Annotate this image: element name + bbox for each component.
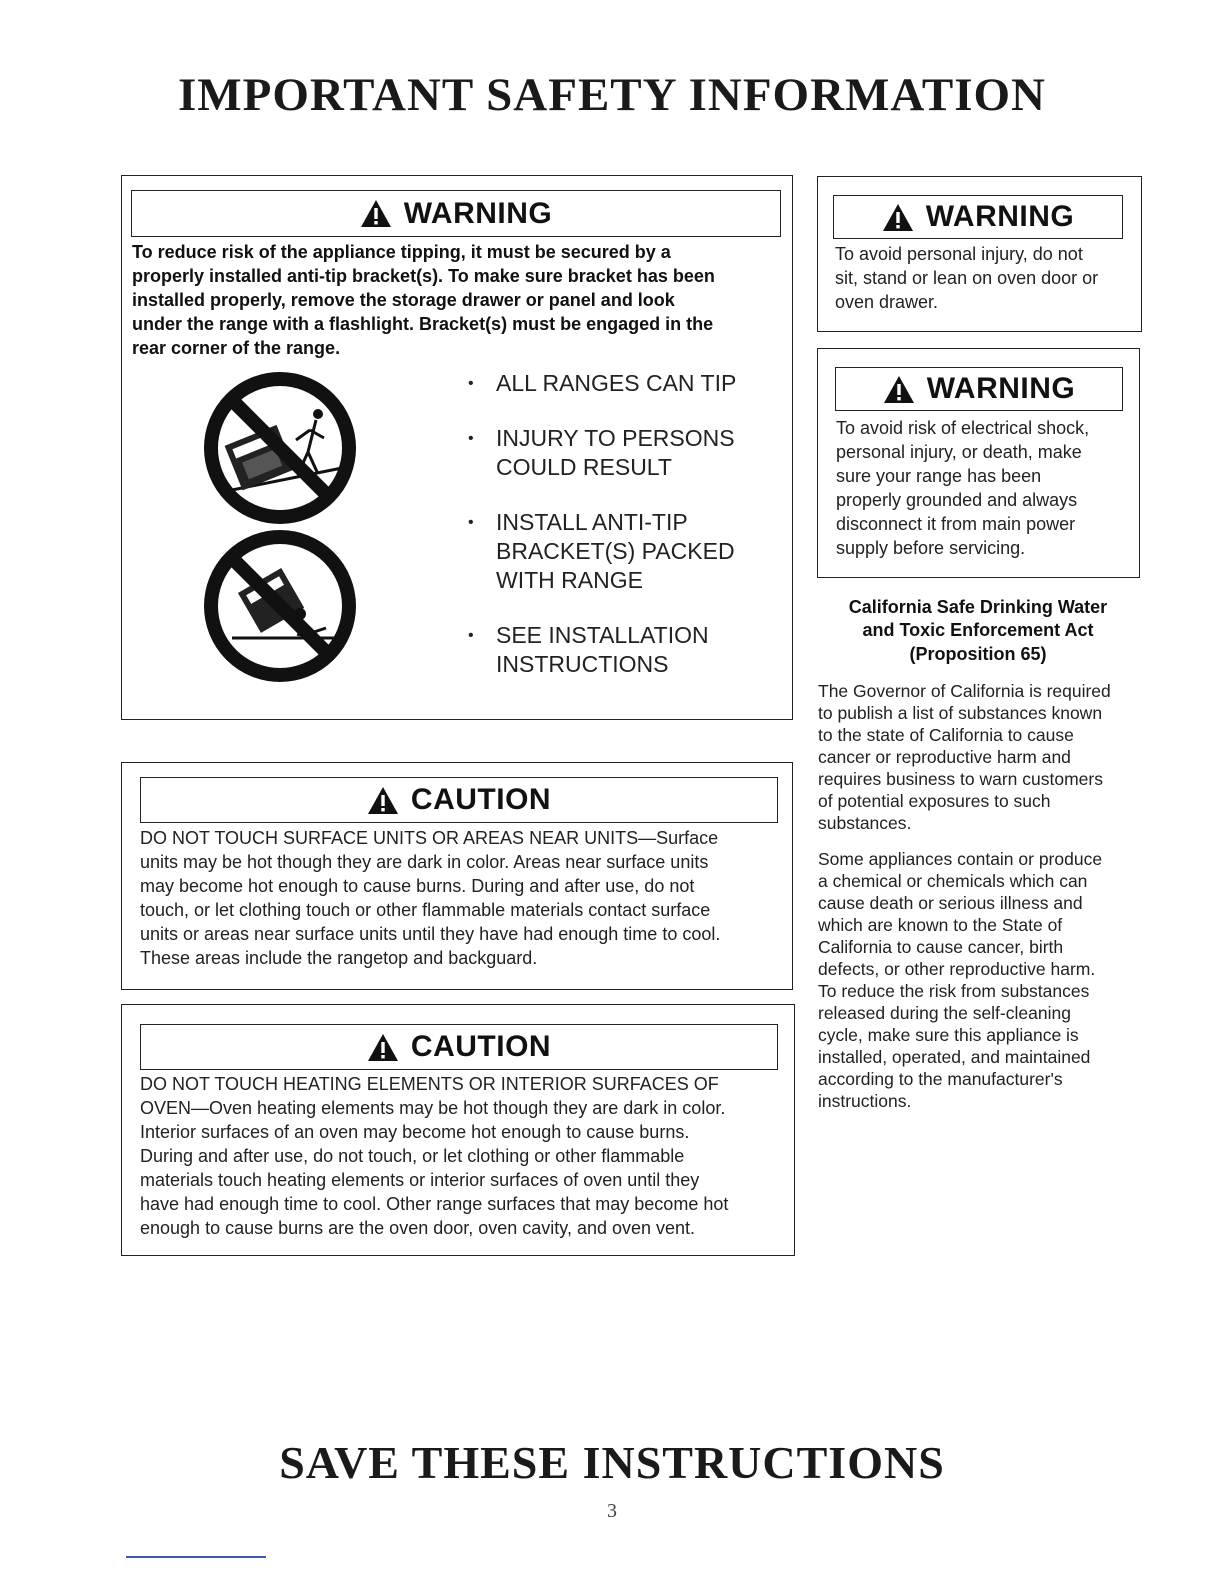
oven-caution-line-2: OVEN—Oven heating elements may be hot though they are dark in color. [140, 1098, 726, 1118]
tip-warning-line-4: under the range with a flashlight. Bracket(s) must be engaged in the [132, 314, 714, 334]
prop65-para1-line-2: to publish a list of substances known [818, 703, 1103, 723]
shock-warning-header [835, 367, 1123, 411]
prop65-para2-line-11: according to the manufacturer's [818, 1069, 1063, 1089]
tip-warning-line-1: To reduce risk of the appliance tipping, it must be secured by a [132, 242, 671, 262]
surface-caution-heading: CAUTION [410, 783, 552, 816]
shock-warning-line-3: sure your range has been [836, 466, 1042, 486]
door-warning-line-1: To avoid personal injury, do not [835, 244, 1083, 264]
surface-caution-header [140, 777, 778, 823]
tip-warning-header [131, 190, 781, 237]
prop65-para1-line-4: cancer or reproductive harm and [818, 747, 1071, 767]
surface-caution-line-2: units may be hot though they are dark in color. Areas near surface units [140, 852, 709, 872]
oven-caution-line-6: have had enough time to cool. Other range surfaces that may become hot [140, 1194, 729, 1214]
shock-warning-line-2: personal injury, or death, make [836, 442, 1082, 462]
surface-caution-line-6: These areas include the rangetop and backguard. [140, 948, 538, 968]
prop65-title-line-3: (Proposition 65) [909, 644, 1047, 664]
oven-caution-header [140, 1024, 778, 1070]
warning-triangle-icon [883, 375, 915, 404]
prop65-para2-line-8: released during the self-cleaning [818, 1003, 1071, 1023]
bottom-rule [126, 1556, 266, 1558]
tip-warning-line-5: rear corner of the range. [132, 338, 341, 358]
prop65-para1-line-3: to the state of California to cause [818, 725, 1074, 745]
oven-caution-heading: CAUTION [410, 1030, 552, 1063]
prop65-para2-line-10: installed, operated, and maintained [818, 1047, 1091, 1067]
oven-caution-line-4: During and after use, do not touch, or let clothing or other flammable [140, 1146, 685, 1166]
door-warning-heading: WARNING [925, 200, 1075, 233]
footer-title: SAVE THESE INSTRUCTIONS [279, 1437, 945, 1488]
prop65-title-line-1: California Safe Drinking Water [848, 597, 1108, 617]
prop65-para2-line-9: cycle, make sure this appliance is [818, 1025, 1079, 1045]
surface-caution-line-5: units or areas near surface units until they have had enough time to cool. [140, 924, 721, 944]
warning-triangle-icon [882, 203, 914, 232]
list-item: • SEE INSTALLATION INSTRUCTIONS [466, 621, 766, 679]
page-title: IMPORTANT SAFETY INFORMATION [177, 69, 1047, 121]
list-item: • ALL RANGES CAN TIP [466, 369, 766, 398]
warning-triangle-icon [360, 199, 392, 228]
oven-caution-line-5: materials touch heating elements or interior surfaces of oven until they [140, 1170, 700, 1190]
surface-caution-line-1: DO NOT TOUCH SURFACE UNITS OR AREAS NEAR UNITS—Surface [140, 828, 719, 848]
tip-warning-heading: WARNING [403, 196, 553, 230]
page-number: 3 [607, 1500, 617, 1522]
door-warning-line-3: oven drawer. [835, 292, 939, 312]
child-tip-prohibition-icon [202, 528, 358, 684]
shock-warning-line-1: To avoid risk of electrical shock, [836, 418, 1090, 438]
prop65-para1-line-6: of potential exposures to such [818, 791, 1051, 811]
tip-over-prohibition-icon [202, 370, 358, 526]
oven-caution-line-1: DO NOT TOUCH HEATING ELEMENTS OR INTERIOR SURFACES OF [140, 1074, 719, 1094]
oven-caution-line-3: Interior surfaces of an oven may become hot enough to cause burns. [140, 1122, 690, 1142]
prop65-title-line-2: and Toxic Enforcement Act [862, 620, 1094, 640]
prop65-para1-line-1: The Governor of California is required [818, 681, 1111, 701]
list-item: • INJURY TO PERSONS COULD RESULT [466, 424, 766, 482]
warning-triangle-icon [367, 786, 399, 815]
door-warning-header [833, 195, 1123, 239]
prop65-para2-line-4: which are known to the State of [818, 915, 1063, 935]
prop65-para1-line-5: requires business to warn customers [818, 769, 1103, 789]
shock-warning-heading: WARNING [926, 372, 1076, 405]
shock-warning-line-4: properly grounded and always [836, 490, 1078, 510]
surface-caution-line-4: touch, or let clothing touch or other flammable materials contact surface [140, 900, 711, 920]
warning-triangle-icon [367, 1033, 399, 1062]
tip-warning-line-2: properly installed anti-tip bracket(s). To make sure bracket has been [132, 266, 715, 286]
prop65-para2-line-6: defects, or other reproductive harm. [818, 959, 1096, 979]
prop65-para2-line-3: cause death or serious illness and [818, 893, 1083, 913]
prop65-para2-line-2: a chemical or chemicals which can [818, 871, 1088, 891]
surface-caution-line-3: may become hot enough to cause burns. During and after use, do not [140, 876, 695, 896]
prop65-para2-line-7: To reduce the risk from substances [818, 981, 1090, 1001]
list-item: • INSTALL ANTI-TIP BRACKET(S) PACKED WITH RANGE [466, 508, 766, 595]
prop65-para2-line-5: California to cause cancer, birth [818, 937, 1064, 957]
shock-warning-line-5: disconnect it from main power [836, 514, 1076, 534]
prop65-para1-line-7: substances. [818, 813, 912, 833]
tip-warning-bullets [466, 369, 766, 705]
tip-warning-line-3: installed properly, remove the storage drawer or panel and look [132, 290, 675, 310]
prop65-para2-line-12: instructions. [818, 1091, 912, 1111]
prop65-para2-line-1: Some appliances contain or produce [818, 849, 1103, 869]
oven-caution-line-7: enough to cause burns are the oven door, oven cavity, and oven vent. [140, 1218, 696, 1238]
door-warning-line-2: sit, stand or lean on oven door or [835, 268, 1099, 288]
shock-warning-line-6: supply before servicing. [836, 538, 1026, 558]
